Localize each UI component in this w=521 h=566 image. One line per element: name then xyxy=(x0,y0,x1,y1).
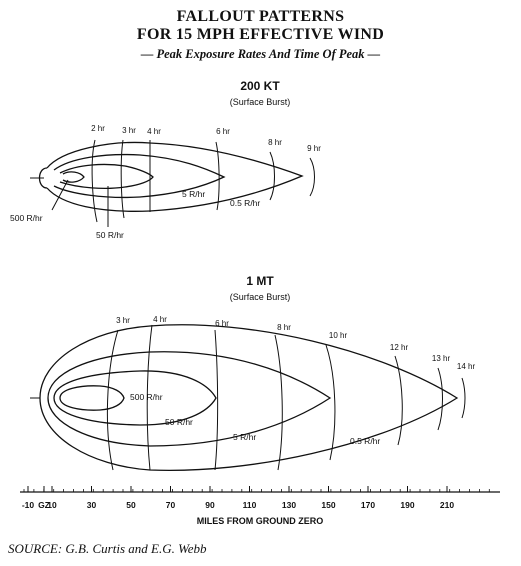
diagram1-time-label: 8 hr xyxy=(268,138,282,147)
diagram2-rate-label: 0.5 R/hr xyxy=(350,436,381,446)
axis-tick-label: GZ xyxy=(38,500,50,510)
diagram2-time-label: 4 hr xyxy=(153,315,167,324)
axis-tick-label: -10 xyxy=(21,500,35,510)
diagram2-contour-5 xyxy=(48,352,330,446)
axis-tick-label: 30 xyxy=(86,500,97,510)
axis-tick-label: 210 xyxy=(439,500,455,510)
diagram1-time-arc-9hr xyxy=(310,158,315,196)
diagram2-time-label: 10 hr xyxy=(328,331,348,340)
diagram2-burst: (Surface Burst) xyxy=(229,292,291,302)
diagram1-time-label: 2 hr xyxy=(91,124,105,133)
diagram2-time-arc-10hr xyxy=(326,345,335,460)
diagram2-time-label: 3 hr xyxy=(116,316,130,325)
diagram1-yield: 200 KT xyxy=(240,79,280,93)
diagram2-time-label: 8 hr xyxy=(277,323,291,332)
diagram1-rate-label: 5 R/hr xyxy=(182,189,206,199)
axis-tick-label: 130 xyxy=(281,500,297,510)
diagram2-time-label: 12 hr xyxy=(389,343,409,352)
diagram2-time-label: 13 hr xyxy=(431,354,451,363)
axis-major-ticks xyxy=(22,486,455,510)
diagram1-contour-0.5 xyxy=(47,142,302,211)
diagram1-contour-500 xyxy=(63,172,84,182)
diagram1-rate-label: 500 R/hr xyxy=(10,213,43,223)
diagram2-time-arc-3hr xyxy=(107,330,118,470)
diagram2-time-arc-8hr xyxy=(275,335,282,470)
diagram2-contour-500 xyxy=(60,386,124,410)
diagram1-rate-label: 50 R/hr xyxy=(96,230,124,240)
axis-tick-label: 110 xyxy=(242,500,257,510)
diagram2-time-arc-13hr xyxy=(438,368,443,430)
diagram1-contour-50 xyxy=(60,164,153,188)
diagram-200kt xyxy=(10,79,321,240)
diagram1-time-label: 3 hr xyxy=(122,126,136,135)
distance-axis xyxy=(20,486,500,526)
axis-tick-label: 170 xyxy=(360,500,376,510)
source-credit: SOURCE: G.B. Curtis and E.G. Webb xyxy=(8,541,207,556)
axis-tick-label: 50 xyxy=(126,500,136,510)
diagram2-time-label: 6 hr xyxy=(215,319,229,328)
diagram2-rate-label: 50 R/hr xyxy=(165,417,193,427)
diagram1-time-arc-8hr xyxy=(270,152,275,200)
diagram2-rate-label: 5 R/hr xyxy=(233,432,257,442)
axis-title: MILES FROM GROUND ZERO xyxy=(196,516,324,526)
diagram1-rate-label: 0.5 R/hr xyxy=(230,198,261,208)
diagram1-time-label: 4 hr xyxy=(147,127,161,136)
axis-tick-label: 90 xyxy=(205,500,215,510)
diagram1-burst: (Surface Burst) xyxy=(229,97,291,107)
axis-tick-label: 10 xyxy=(47,500,57,510)
subtitle: — Peak Exposure Rates And Time Of Peak — xyxy=(140,47,381,61)
diagram2-yield: 1 MT xyxy=(246,274,274,288)
diagram2-time-label: 14 hr xyxy=(456,362,476,371)
diagram1-time-label: 6 hr xyxy=(216,127,230,136)
diagram1-time-arc-3hr xyxy=(121,140,124,218)
axis-tick-label: 190 xyxy=(400,500,415,510)
title-line-2: FOR 15 MPH EFFECTIVE WIND xyxy=(136,26,385,43)
axis-tick-label: 70 xyxy=(165,500,176,510)
diagram-1mt xyxy=(30,274,475,470)
diagram1-time-arc-2hr xyxy=(92,140,97,222)
diagram1-time-label: 9 hr xyxy=(307,144,321,153)
diagram2-time-arc-14hr xyxy=(462,378,465,418)
axis-tick-label: 150 xyxy=(321,500,336,510)
diagram2-rate-label: 500 R/hr xyxy=(130,392,163,402)
title-line-1: FALLOUT PATTERNS xyxy=(176,8,345,25)
